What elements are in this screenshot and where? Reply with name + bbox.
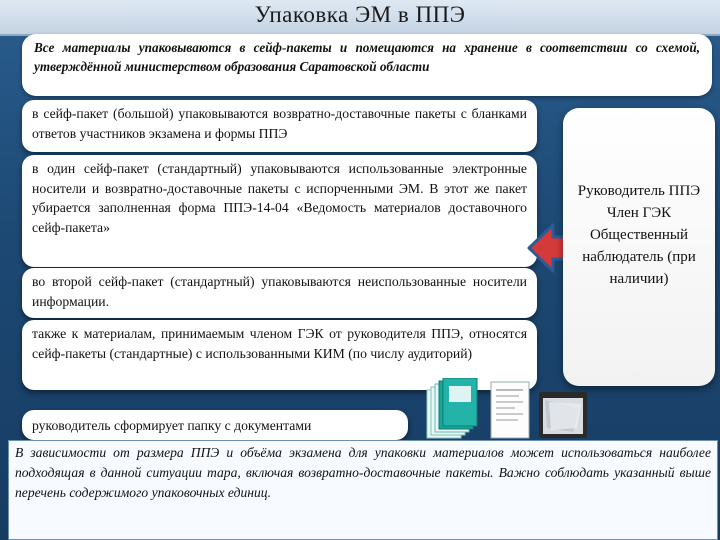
intro-box <box>22 34 712 96</box>
roles-panel <box>563 108 715 386</box>
box-text: руководитель сформирует папку с документами <box>32 418 312 433</box>
binder-icon <box>539 392 587 438</box>
role-head: Руководитель ППЭ <box>577 183 701 199</box>
intro-text: Все материалы упаковываются в сейф-пакеты и помещаются на хранение в соответствии со схемой, утверждённой министерством образования Саратовской области <box>34 40 700 74</box>
folders-icon <box>423 378 593 444</box>
packing-box-standard-2 <box>22 268 537 318</box>
box-text: во второй сейф-пакет (стандартный) упаковываются неиспользованные носители информации. <box>32 274 527 309</box>
packing-box-large <box>22 100 537 152</box>
role-gek: Член ГЭК <box>606 205 672 221</box>
footer-text: В зависимости от размера ППЭ и объёма экзамена для упаковки материалов может использоваться наиболее подходящая в данной ситуации тара, включая возвратно-доставочные пакеты. Важно соблюдать указанный выше перечень содержимого упаковочных единиц. <box>15 445 711 500</box>
slide-title: Упаковка ЭМ в ППЭ <box>254 2 466 27</box>
box-text: в сейф-пакет (большой) упаковываются возвратно-доставочные пакеты с бланками ответов участников экзамена и формы ППЭ <box>32 106 527 141</box>
folder-stack <box>427 378 477 438</box>
document-icon <box>491 382 529 438</box>
folder-note-box <box>22 410 408 440</box>
role-observer: Общественный наблюдатель (при наличии) <box>582 227 696 287</box>
box-text: также к материалам, принимаемым членом ГЭК от руководителя ППЭ, относятся сейф-пакеты (стандартные) с использованными КИМ (по числу аудиторий) <box>32 326 527 361</box>
footer-note <box>8 440 718 540</box>
packing-box-standard-1 <box>22 155 537 267</box>
box-text: в один сейф-пакет (стандартный) упаковываются использованные электронные носители и возвратно-доставочные пакеты с испорченными ЭМ. В этот же пакет убирается заполненная форма ППЭ-14-04 «Ведомость материалов доставочного сейф-пакета» <box>32 161 527 235</box>
